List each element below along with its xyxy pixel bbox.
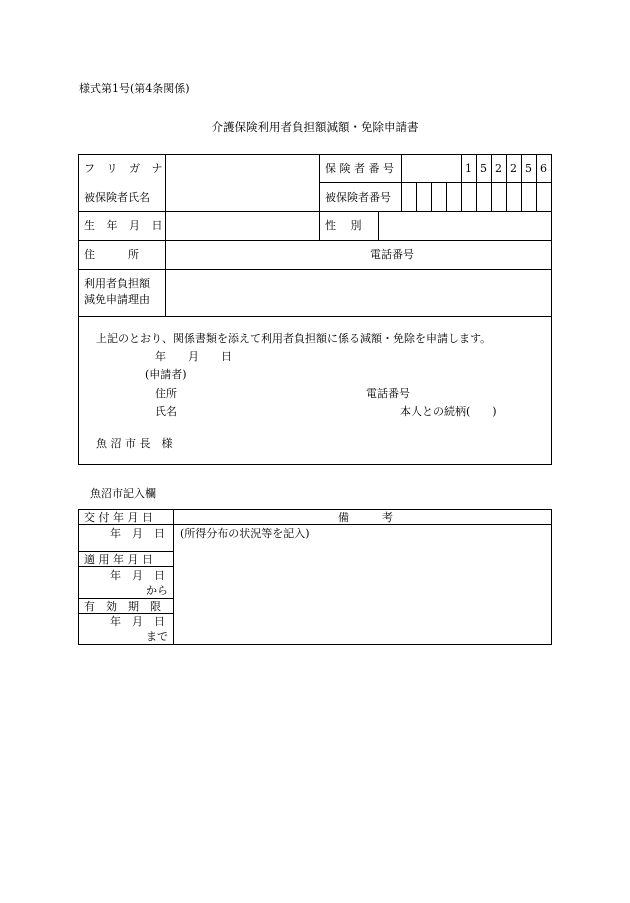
insurer-digit: 1 (465, 162, 472, 175)
reason-label-line2: 減免申請理由 (84, 293, 150, 306)
addressee: 魚 沼 市 長 様 (96, 437, 173, 450)
remarks-label: 備 考 (338, 511, 393, 524)
insurer-digit: 6 (540, 162, 547, 175)
city-section-heading: 魚沼市記入欄 (90, 487, 156, 500)
furigana-label: フ リ ガ ナ (84, 162, 167, 175)
applicant-name-label: 氏名 (155, 405, 177, 418)
sex-label: 性 別 (325, 219, 362, 232)
insurer-digit: 2 (510, 162, 517, 175)
birthdate-label: 生 年 月 日 (84, 219, 167, 232)
application-date: 年 月 日 (155, 350, 232, 363)
apply-date-value: 年 月 日 (110, 569, 165, 582)
applicant-phone-label: 電話番号 (366, 387, 410, 400)
address-label: 住 所 (84, 248, 139, 261)
issue-date-label: 交 付 年 月 日 (84, 511, 153, 524)
form-number-label: 様式第1号(第4条関係) (79, 82, 190, 95)
phone-label: 電話番号 (370, 248, 414, 261)
applicant-label: (申請者) (145, 368, 187, 381)
insurer-digit: 5 (480, 162, 487, 175)
form-title: 介護保険利用者負担額減額・免除申請書 (211, 120, 419, 134)
insured-number-label: 被保険者番号 (325, 191, 391, 204)
apply-date-label: 適 用 年 月 日 (84, 553, 153, 566)
insurer-digit: 5 (525, 162, 532, 175)
applicant-address-label: 住所 (155, 387, 177, 400)
insured-name-label: 被保険者氏名 (84, 191, 150, 204)
valid-until-label: まで (146, 630, 168, 643)
declaration-text: 上記のとおり、関係書類を添えて利用者負担額に係る減額・免除を申請します。 (96, 332, 492, 345)
apply-from-label: から (146, 584, 168, 597)
relationship-label: 本人との続柄( ) (400, 405, 497, 418)
insurer-number-label: 保 険 者 番 号 (325, 162, 394, 175)
issue-date-value: 年 月 日 (110, 527, 165, 540)
insurer-digit: 2 (495, 162, 502, 175)
valid-date-value: 年 月 日 (110, 615, 165, 628)
remarks-note: (所得分布の状況等を記入) (180, 527, 310, 540)
reason-label-line1: 利用者負担額 (84, 277, 150, 290)
valid-period-label: 有 効 期 限 (84, 600, 161, 613)
